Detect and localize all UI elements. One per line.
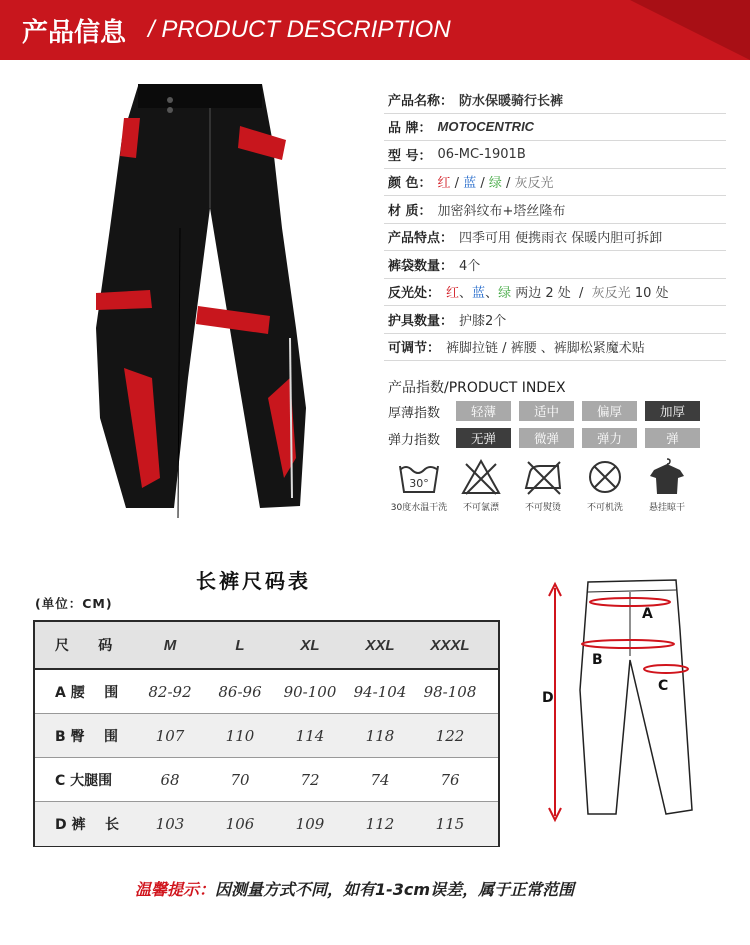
elasticity-option: 弹 [645, 428, 700, 448]
color-sep: / [501, 176, 515, 192]
pants-body [96, 84, 306, 518]
wash-30-icon [396, 458, 442, 496]
table-cell: 70 [230, 770, 250, 789]
reflect-green: 绿 [498, 286, 512, 302]
spec-value: 防水保暖骑行长裤 [459, 93, 564, 109]
spec-value: 06-MC-1901B [437, 146, 526, 162]
footer-note [135, 877, 574, 900]
thickness-index [388, 401, 708, 421]
spec-label: 产品特点： [388, 231, 454, 247]
spec-row-features [384, 224, 726, 252]
table-row [35, 802, 498, 846]
thickness-label: 厚薄指数 [388, 405, 441, 421]
care-item [388, 458, 450, 513]
elasticity-option-selected: 无弹 [456, 428, 511, 448]
no-iron-icon [520, 458, 566, 496]
table-cell: 122 [435, 726, 465, 745]
diagram-label-c: C [658, 678, 669, 694]
spec-label: 颜 色： [388, 176, 432, 192]
diagram-label-b: B [592, 652, 603, 668]
care-item [636, 458, 698, 513]
spec-label: 型 号： [388, 148, 432, 164]
spec-row-material [384, 196, 726, 224]
table-cell: 107 [155, 726, 185, 745]
table-cell: 118 [365, 726, 395, 745]
table-cell: 115 [435, 815, 465, 833]
reflect-grey: 灰反光 [591, 286, 631, 302]
header-title-cn: 产品信息 [22, 18, 127, 48]
table-header-cell: XXL [365, 636, 395, 654]
table-row-label: B 臀 围 [55, 728, 119, 745]
reflect-tail: 10 处 [630, 286, 669, 302]
elasticity-option: 弹力 [582, 428, 637, 448]
spec-row-model [384, 141, 726, 169]
table-cell: 112 [365, 815, 395, 833]
table-row [35, 758, 498, 802]
care-item [450, 458, 512, 513]
table-row [35, 714, 498, 758]
index-title: 产品指数/PRODUCT INDEX [388, 380, 566, 396]
table-row-label: D 裤 长 [55, 817, 119, 833]
table-header-row [35, 622, 498, 670]
spec-value: 护膝2个 [459, 313, 507, 329]
table-cell: 106 [225, 815, 255, 833]
elasticity-index [388, 428, 708, 448]
spec-row-color [384, 169, 726, 197]
spec-label: 护具数量： [388, 313, 454, 329]
spec-value: 四季可用 便携雨衣 保暖内胆可拆卸 [459, 231, 663, 247]
product-pants-image [60, 78, 325, 528]
spec-label: 材 质： [388, 203, 432, 219]
spec-value: 裤脚拉链 / 裤腰 、裤脚松紧魔术贴 [446, 341, 645, 357]
color-green: 绿 [488, 176, 502, 192]
spec-value: 4个 [459, 258, 481, 274]
table-cell: 72 [300, 770, 320, 789]
header-title-en: / PRODUCT DESCRIPTION [148, 16, 451, 43]
reflect-sep: 、 [485, 286, 499, 302]
no-bleach-icon [458, 458, 504, 496]
table-header-cell: M [163, 636, 177, 654]
table-cell: 110 [225, 726, 255, 745]
thickness-option: 轻薄 [456, 401, 511, 421]
pants-outline-drawing [530, 570, 735, 835]
spec-row-protection [384, 306, 726, 334]
table-header-cell: XL [300, 636, 320, 654]
table-cell: 114 [295, 726, 325, 745]
table-cell: 82-92 [148, 682, 192, 701]
color-sep: / [476, 176, 489, 192]
reflect-sep: 、 [459, 286, 473, 302]
spec-label: 产品名称： [388, 93, 454, 109]
table-cell: 74 [370, 770, 390, 789]
table-row-label: A 腰 围 [55, 684, 119, 701]
note-highlight: 温馨提示： [135, 880, 216, 899]
table-cell: 90-100 [283, 682, 337, 701]
diagram-label-a: A [642, 606, 653, 622]
measurement-diagram [530, 570, 735, 835]
elasticity-option: 微弹 [519, 428, 574, 448]
wash-temp: 30° [409, 477, 429, 490]
spec-label: 裤袋数量： [388, 258, 454, 274]
color-sep: / [450, 176, 464, 192]
banner-accent [630, 0, 750, 60]
thickness-option: 适中 [519, 401, 574, 421]
table-cell: 98-108 [423, 682, 477, 701]
elasticity-label: 弹力指数 [388, 432, 441, 448]
spec-list [384, 86, 726, 361]
spec-row-name [384, 86, 726, 114]
thickness-option: 偏厚 [582, 401, 637, 421]
spec-value: 加密斜纹布+塔丝隆布 [437, 203, 566, 219]
table-cell: 68 [160, 770, 180, 789]
spec-label: 品 牌： [388, 121, 432, 137]
table-header-cell: 尺 码 [55, 638, 113, 654]
thickness-option-selected: 加厚 [645, 401, 700, 421]
care-label: 30度水温干洗 [390, 503, 448, 513]
note-text: 因测量方式不同，如有1-3cm误差，属于正常范围 [215, 880, 575, 899]
size-table [33, 620, 500, 847]
spec-row-brand [384, 114, 726, 142]
table-cell: 76 [440, 770, 460, 789]
spec-row-pockets [384, 251, 726, 279]
table-cell: 109 [295, 815, 325, 833]
care-item [574, 458, 636, 513]
size-chart-title: 长裤尺码表 [196, 569, 311, 593]
table-cell: 94-104 [353, 682, 407, 701]
care-label: 悬挂晾干 [648, 503, 685, 513]
care-label: 不可氯漂 [462, 503, 499, 513]
color-red: 红 [437, 176, 451, 192]
header-banner [0, 0, 750, 60]
table-header-cell: L [235, 636, 245, 654]
size-unit: (单位：CM) [35, 596, 113, 611]
care-label: 不可机洗 [586, 503, 623, 513]
diagram-label-d: D [542, 690, 554, 706]
reflect-blue: 蓝 [472, 286, 486, 302]
table-header-cell: XXXL [430, 636, 470, 654]
no-machine-wash-icon [582, 458, 628, 496]
reflect-red: 红 [446, 286, 460, 302]
color-grey: 灰反光 [514, 176, 554, 192]
spec-label: 可调节： [388, 341, 441, 357]
care-instructions [388, 458, 698, 513]
spec-label: 反光处： [388, 286, 441, 302]
table-row [35, 670, 498, 714]
brand-value: MOTOCENTRIC [437, 119, 535, 135]
reflect-mid: 两边 2 处 / [511, 286, 592, 302]
care-label: 不可熨烫 [524, 503, 561, 513]
care-item [512, 458, 574, 513]
spec-row-adjust [384, 334, 726, 362]
spec-row-reflective [384, 279, 726, 307]
table-row-label: C 大腿围 [55, 772, 113, 789]
color-blue: 蓝 [463, 176, 477, 192]
table-cell: 86-96 [218, 682, 262, 701]
hang-dry-icon [644, 458, 690, 496]
table-cell: 103 [155, 815, 185, 833]
